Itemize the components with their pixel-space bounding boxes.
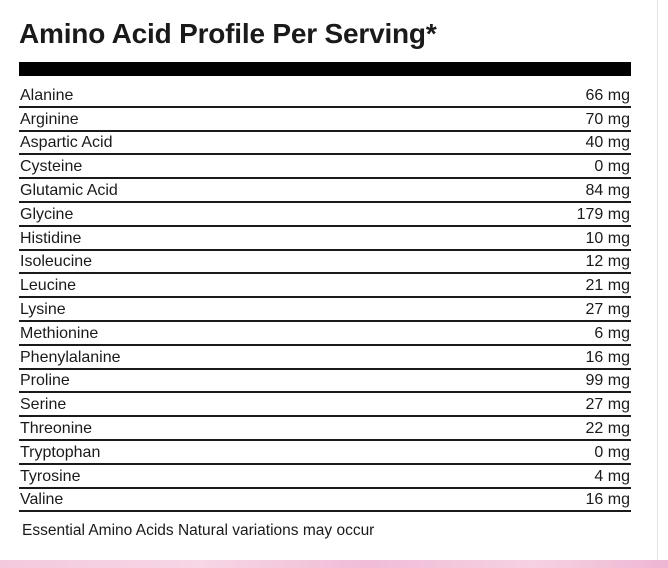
amino-acid-name: Glycine [20, 205, 74, 223]
amino-acid-amount: 16 mg [585, 348, 630, 366]
amino-acid-amount: 0 mg [594, 443, 630, 461]
amino-acid-amount: 27 mg [585, 300, 630, 318]
amino-acid-name: Valine [20, 491, 64, 509]
table-row [19, 489, 631, 513]
amino-acid-name: Arginine [20, 110, 79, 128]
amino-acid-name: Lysine [20, 300, 66, 318]
amino-acid-name: Cysteine [20, 158, 83, 176]
table-row [19, 298, 631, 322]
amino-acid-amount: 40 mg [585, 134, 630, 152]
amino-acid-name: Methionine [20, 324, 99, 342]
amino-acid-name: Proline [20, 372, 70, 390]
amino-acid-name: Threonine [20, 419, 93, 437]
amino-acid-name: Isoleucine [20, 253, 93, 271]
amino-acid-name: Serine [20, 396, 67, 414]
amino-acid-name: Histidine [20, 229, 82, 247]
amino-acid-name: Tyrosine [20, 467, 81, 485]
table-row [19, 155, 631, 179]
amino-acid-amount: 70 mg [585, 110, 630, 128]
amino-acid-name: Tryptophan [20, 443, 101, 461]
amino-acid-table [19, 84, 631, 512]
amino-acid-amount: 84 mg [585, 181, 630, 199]
amino-acid-amount: 21 mg [585, 277, 630, 295]
table-row [19, 179, 631, 203]
table-row [19, 251, 631, 275]
amino-acid-name: Aspartic Acid [20, 134, 113, 152]
table-row [19, 203, 631, 227]
table-row [19, 393, 631, 417]
table-row [19, 84, 631, 108]
table-row [19, 465, 631, 489]
table-row [19, 227, 631, 251]
amino-acid-amount: 4 mg [594, 467, 630, 485]
amino-acid-name: Alanine [20, 86, 74, 104]
table-row [19, 346, 631, 370]
amino-acid-name: Glutamic Acid [20, 181, 118, 199]
table-row [19, 417, 631, 441]
table-row [19, 370, 631, 394]
amino-acid-amount: 6 mg [594, 324, 630, 342]
header-divider-bar [19, 62, 631, 76]
amino-acid-amount: 99 mg [585, 372, 630, 390]
footnote: Essential Amino Acids Natural variations may occur [22, 522, 375, 539]
amino-acid-amount: 10 mg [585, 229, 630, 247]
amino-acid-name: Leucine [20, 277, 77, 295]
table-row [19, 441, 631, 465]
amino-acid-amount: 0 mg [594, 158, 630, 176]
amino-acid-name: Phenylalanine [20, 348, 121, 366]
table-row [19, 132, 631, 156]
table-row [19, 274, 631, 298]
decorative-bottom-strip [0, 560, 668, 568]
amino-acid-amount: 12 mg [585, 253, 630, 271]
table-row [19, 108, 631, 132]
amino-acid-amount: 16 mg [585, 491, 630, 509]
table-row [19, 322, 631, 346]
amino-acid-amount: 66 mg [585, 86, 630, 104]
amino-acid-amount: 22 mg [585, 419, 630, 437]
amino-acid-amount: 27 mg [585, 396, 630, 414]
amino-acid-amount: 179 mg [576, 205, 630, 223]
panel-title: Amino Acid Profile Per Serving* [19, 18, 437, 49]
